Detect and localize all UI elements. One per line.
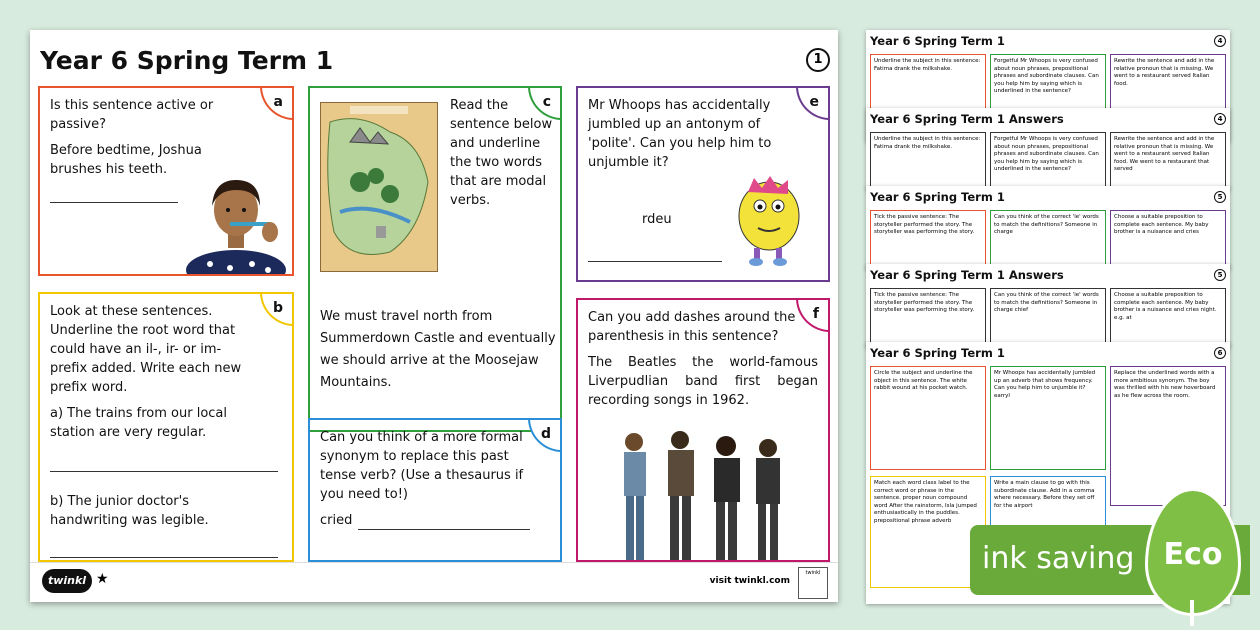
stack-cell-2c: Rewrite the sentence and add in the relative pronoun that is missing. We went to a restaurant served Italian food. We went to a restaurant that served (1110, 132, 1226, 188)
word-text-d: cried (320, 513, 353, 528)
jumbled-word-e: rdeu (642, 212, 672, 227)
stack-title-1: Year 6 Spring Term 1 (870, 34, 1005, 48)
band-photo-image (614, 430, 794, 562)
quality-seal-icon: twinkl (798, 567, 828, 599)
stack-page-4[interactable] (866, 264, 1230, 348)
answer-line-a[interactable] (50, 189, 178, 203)
stack-cell-3a: Tick the passive sentence: The storyteller performed the story. The storyteller was performing the story. (870, 210, 986, 268)
sentence-text-a: Before bedtime, Joshua brushes his teeth. (50, 143, 202, 177)
question-box-e (576, 86, 830, 282)
stack-num-3: 5 (1214, 191, 1226, 203)
answer-line-b1[interactable] (50, 458, 278, 472)
stack-page-2[interactable] (866, 108, 1230, 190)
stack-cell-1c: Rewrite the sentence and add in the relative pronoun that is missing. We went to a restaurant served Italian food. (1110, 54, 1226, 134)
answer-line-b2[interactable] (50, 544, 278, 558)
sentence-text-c: We must travel north from Summerdown Castle and eventually we should arrive at the Moosejaw Mountains. (320, 309, 556, 390)
stack-cell-5d: Match each word class label to the correct word or phrase in the sentence. proper noun compound word After the rainstorm, Isla jumped enthusiastically in the puddles. prepositional phrase adverb (870, 476, 986, 588)
stack-cell-1a: Underline the subject in this sentence: Fatima drank the milkshake. (870, 54, 986, 134)
stack-cell-5c: Replace the underlined words with a more ambitious synonym. The boy was thrilled with his new hoverboard as he flew across the room. (1110, 366, 1226, 506)
stack-num-4: 5 (1214, 269, 1226, 281)
answer-line-d[interactable] (358, 516, 530, 530)
stack-cell-1b: Forgetful Mr Whoops is very confused about noun phrases, prepositional phrases and subordinate clauses. Can you help him by saying which is underlined in the sentence? (990, 54, 1106, 134)
stack-num-1: 4 (1214, 35, 1226, 47)
box-tag-c: c (528, 86, 562, 120)
stack-cell-5e: Write a main clause to go with this subordinate clause. Add in a comma where necessary. Before they set off for the airport (990, 476, 1106, 588)
star-icon: ★ (96, 571, 109, 587)
stack-title-3: Year 6 Spring Term 1 (870, 190, 1005, 204)
question-text-e: Mr Whoops has accidentally jumbled up an antonym of 'polite'. Can you help him to unjumble it? (588, 98, 772, 170)
question-text-b: Look at these sentences. Underline the root word that could have an il-, ir- or im- prefix added. Write each new prefix word. (50, 304, 242, 395)
sentence-text-f: The Beatles the world-famous Liverpudlian band first began recording songs in 1962. (588, 355, 818, 408)
question-box-a (38, 86, 294, 276)
question-box-b (38, 292, 294, 562)
stack-cell-4c: Choose a suitable preposition to complete each sentence. My baby brother is a nuisance and cries night. e.g. at (1110, 288, 1226, 346)
stack-num-5: 6 (1214, 347, 1226, 359)
answer-line-e[interactable] (588, 248, 722, 262)
visit-link[interactable]: visit twinkl.com (709, 576, 790, 586)
sentence-text-b2: b) The junior doctor's handwriting was legible. (50, 494, 209, 528)
question-box-c (308, 86, 562, 432)
stack-cell-2b: Forgetful Mr Whoops is very confused about noun phrases, prepositional phrases and subordinate clauses. Can you help him by saying which is underlined in the sentence? (990, 132, 1106, 188)
question-text-d: Can you think of a more formal synonym to replace this past tense verb? (Use a thesaurus if you need to!) (320, 430, 524, 502)
worksheet-footer (30, 562, 838, 602)
question-text-f: Can you add dashes around the parenthesis in this sentence? (588, 310, 796, 344)
ink-saving-text: ink saving (982, 541, 1135, 576)
answer-row-d (320, 511, 530, 530)
stack-cell-5a: Circle the subject and underline the object in this sentence. The white rabbit wound at his pocket watch. (870, 366, 986, 470)
box-tag-d: d (528, 418, 562, 452)
sentence-text-b1: a) The trains from our local station are very regular. (50, 406, 227, 440)
stack-title-4: Year 6 Spring Term 1 Answers (870, 268, 1064, 282)
leaf-stem (1190, 600, 1194, 626)
stack-title-5: Year 6 Spring Term 1 (870, 346, 1005, 360)
box-tag-f: f (796, 298, 830, 332)
question-box-f (576, 298, 830, 562)
worksheet-page (30, 30, 838, 602)
fantasy-map-image (320, 102, 438, 272)
question-text-c: Read the sentence below and underline the two words that are modal verbs. (450, 98, 553, 208)
worksheet-title: Year 6 Spring Term 1 (40, 46, 334, 75)
mr-whoops-image (734, 172, 804, 268)
stack-page-3[interactable] (866, 186, 1230, 270)
stack-cell-3c: Choose a suitable preposition to complete each sentence. My baby brother is a nuisance and cries (1110, 210, 1226, 268)
box-tag-e: e (796, 86, 830, 120)
stack-cell-3b: Can you think of the correct 'ie' words to match the definitions? Someone in charge (990, 210, 1106, 268)
box-tag-b: b (260, 292, 294, 326)
eco-text: Eco (1163, 537, 1223, 572)
twinkl-logo: twinkl (42, 569, 92, 593)
boy-brushing-teeth-image (180, 172, 292, 276)
stack-cell-2a: Underline the subject in this sentence: Fatima drank the milkshake. (870, 132, 986, 188)
stack-num-2: 4 (1214, 113, 1226, 125)
question-box-d (308, 418, 562, 562)
box-tag-a: a (260, 86, 294, 120)
page-number-badge: 1 (806, 48, 830, 72)
stack-title-2: Year 6 Spring Term 1 Answers (870, 112, 1064, 126)
question-text-a: Is this sentence active or passive? (50, 98, 214, 132)
stack-cell-5b: Mr Whoops has accidentally jumbled up an adverb that shows frequency. Can you help him to unjumble it? earryl (990, 366, 1106, 470)
stack-cell-4b: Can you think of the correct 'ie' words to match the definitions? Someone in charge chief (990, 288, 1106, 346)
stack-cell-4a: Tick the passive sentence: The storyteller performed the story. The storyteller was performing the story. (870, 288, 986, 346)
